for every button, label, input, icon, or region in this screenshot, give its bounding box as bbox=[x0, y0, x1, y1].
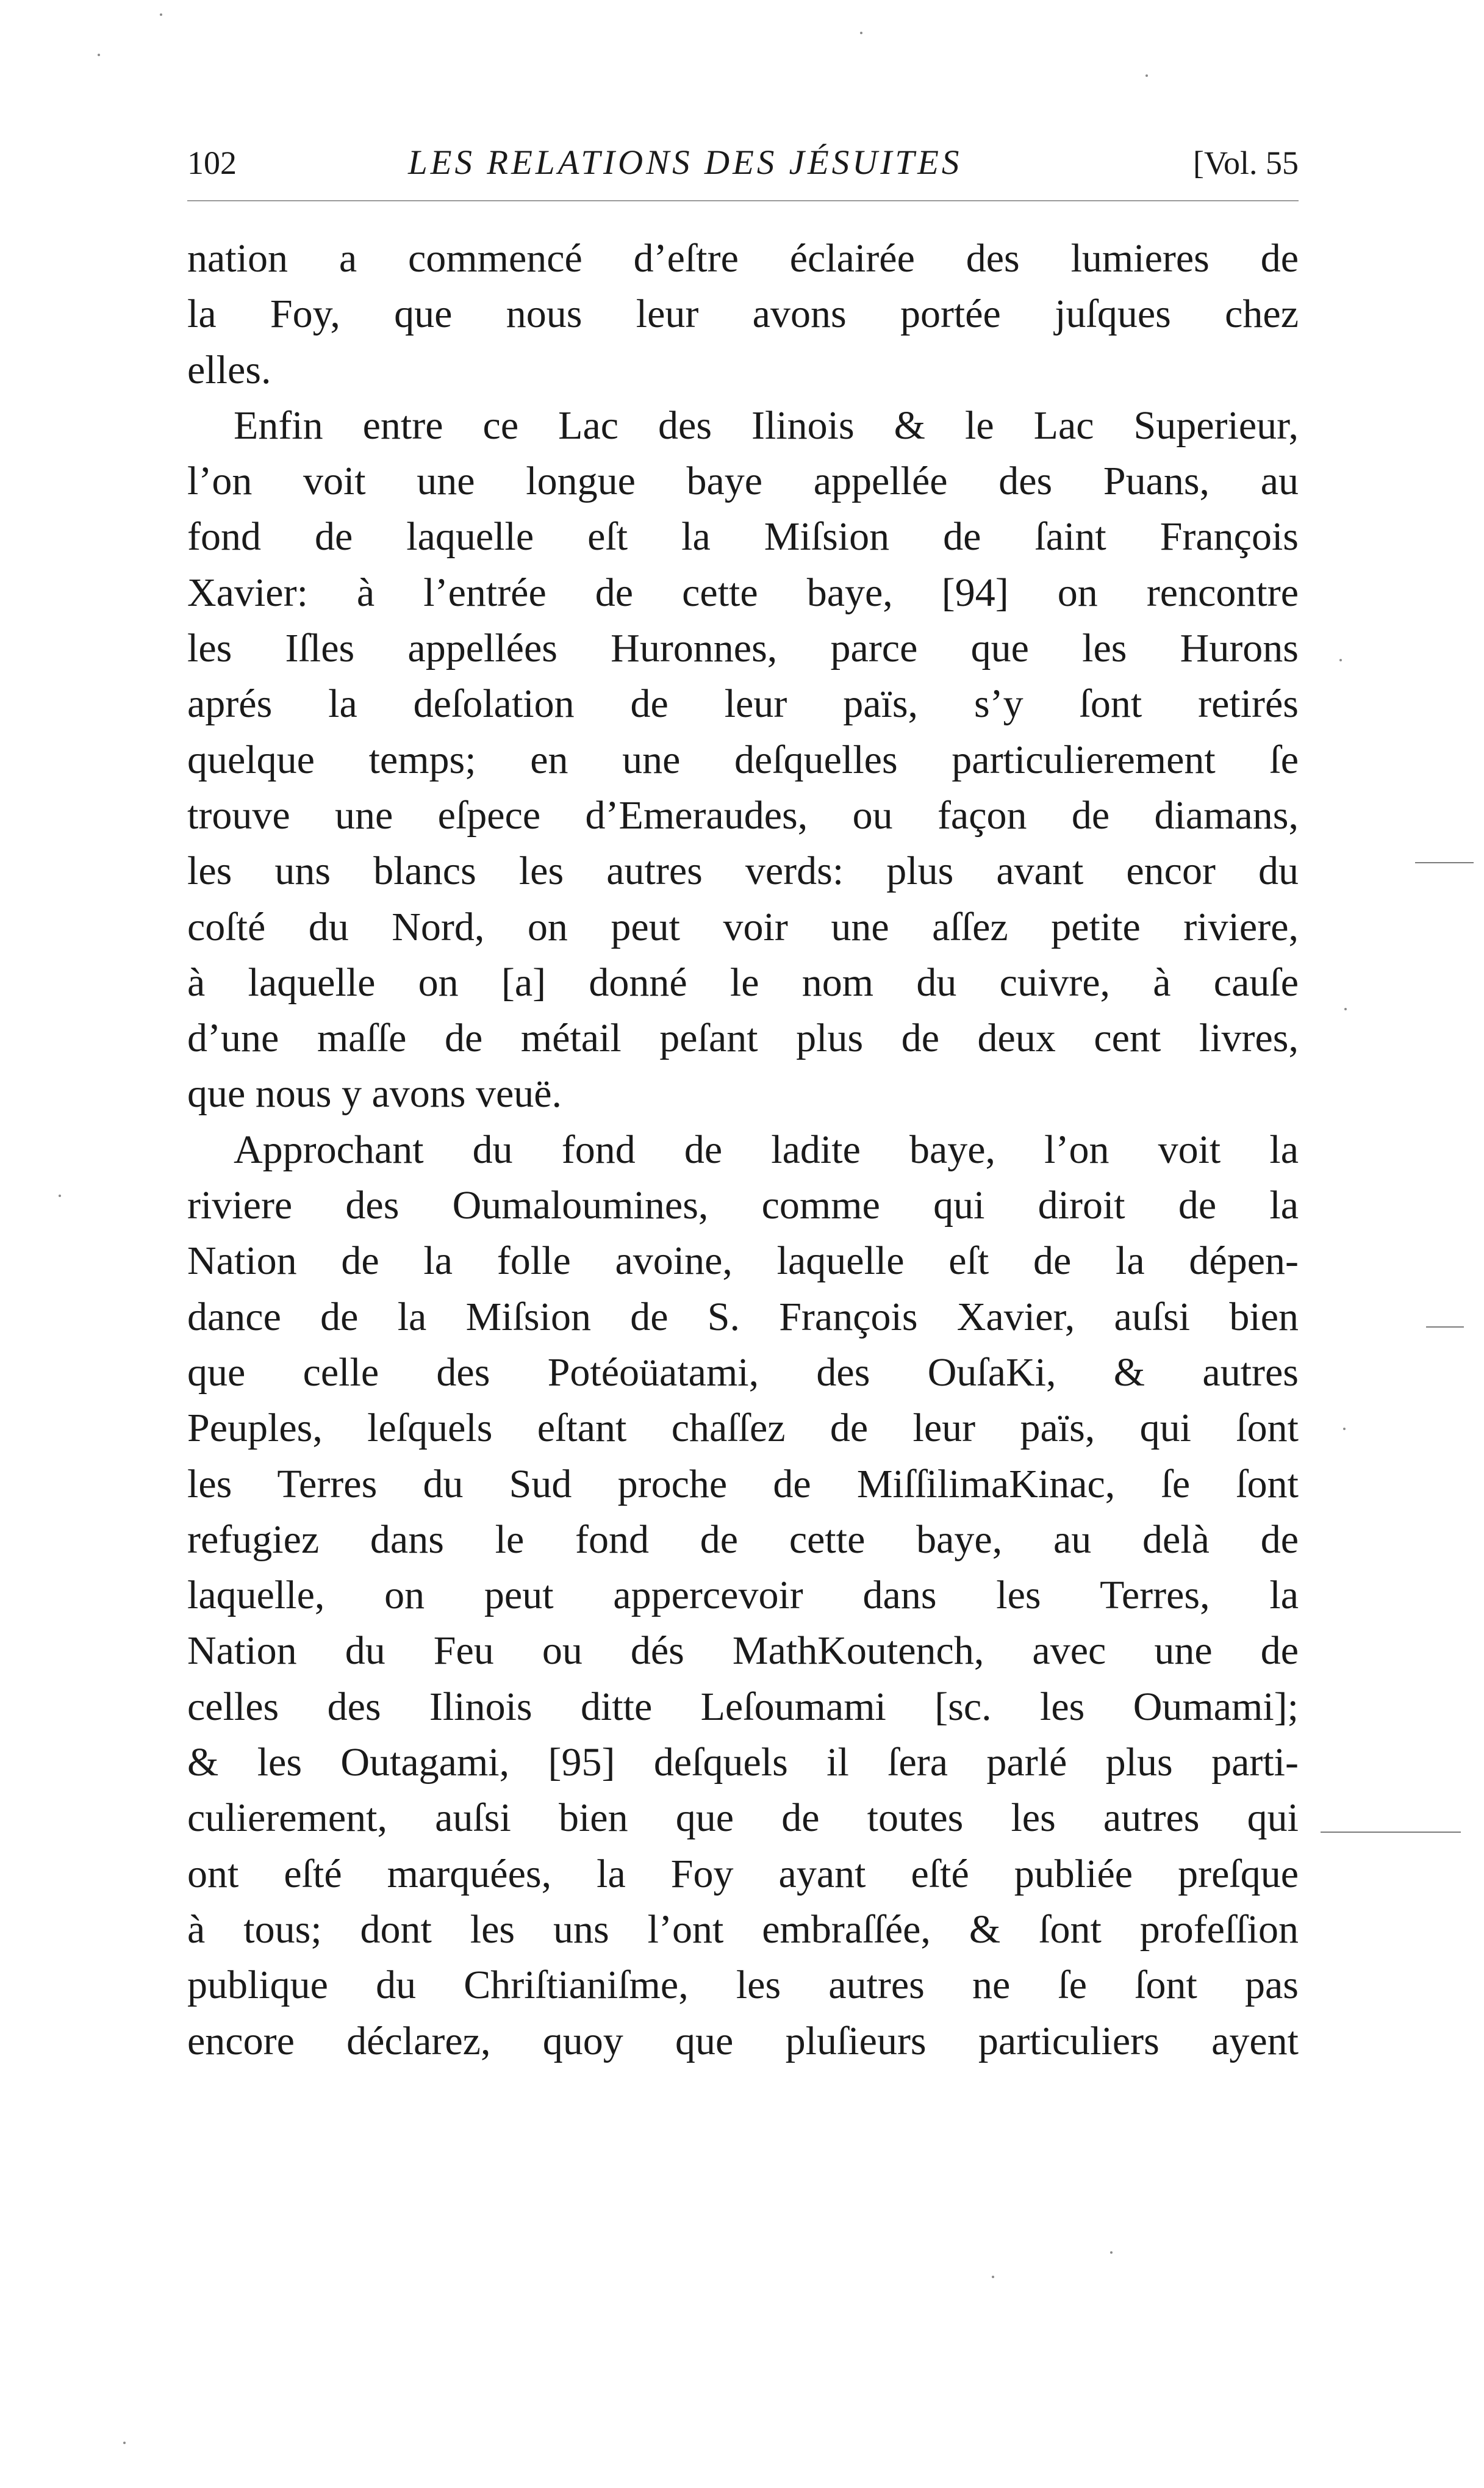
paper-speck bbox=[123, 2442, 126, 2444]
running-title: LES RELATIONS DES JÉSUITES bbox=[408, 143, 962, 182]
text-line: riviere des Oumaloumines, comme qui diroit de la bbox=[187, 1183, 1299, 1228]
margin-pencil-mark bbox=[1426, 1326, 1464, 1328]
text-line: la Foy, que nous leur avons portée juſques chez bbox=[187, 292, 1299, 337]
text-line: aprés la deſolation de leur païs, s’y ſont retirés bbox=[187, 681, 1299, 727]
text-line: Peuples, leſquels eſtant chaſſez de leur païs, qui ſont bbox=[187, 1406, 1299, 1451]
text-line: Xavier: à l’entrée de cette baye, [94] on rencontre bbox=[187, 570, 1299, 615]
text-line: fond de laquelle eſt la Miſsion de ſaint François bbox=[187, 514, 1299, 559]
text-line: les Terres du Sud proche de MiſſilimaKinac, ſe ſont bbox=[187, 1461, 1299, 1506]
text-line: laquelle, on peut appercevoir dans les Terres, la bbox=[187, 1573, 1299, 1618]
text-line: nation a commencé d’eſtre éclairée des lumieres de bbox=[187, 236, 1299, 281]
text-line: à tous; dont les uns l’ont embraſſée, & ſont profeſſion bbox=[187, 1907, 1299, 1952]
text-line: dance de la Miſsion de S. François Xavier, auſsi bien bbox=[187, 1294, 1299, 1339]
page-number: 102 bbox=[187, 145, 237, 181]
text-line: l’on voit une longue baye appellée des Puans, au bbox=[187, 459, 1299, 504]
text-line: Approchant du fond de ladite baye, l’on voit la bbox=[234, 1127, 1299, 1172]
text-line: & les Outagami, [95] deſquels il ſera parlé plus parti- bbox=[187, 1740, 1299, 1785]
paper-speck bbox=[1110, 2251, 1113, 2254]
paper-speck bbox=[1344, 1008, 1347, 1010]
text-line: coſté du Nord, on peut voir une aſſez petite riviere, bbox=[187, 904, 1299, 949]
text-line: Enfin entre ce Lac des Ilinois & le Lac Superieur, bbox=[234, 403, 1299, 448]
paper-speck bbox=[160, 13, 162, 16]
text-line: que celle des Potéoüatami, des OuſaKi, & autres bbox=[187, 1350, 1299, 1395]
text-line: culierement, auſsi bien que de toutes les autres qui bbox=[187, 1796, 1299, 1841]
text-line: ont eſté marquées, la Foy ayant eſté publiée preſque bbox=[187, 1851, 1299, 1896]
paper-speck bbox=[992, 2276, 994, 2278]
text-line: elles. bbox=[187, 347, 271, 392]
margin-pencil-mark bbox=[1321, 1832, 1461, 1833]
page-header bbox=[187, 142, 1299, 184]
header-rule bbox=[187, 200, 1299, 201]
text-line: trouve une eſpece d’Emeraudes, ou façon de diamans, bbox=[187, 793, 1299, 838]
text-line: refugiez dans le fond de cette baye, au delà de bbox=[187, 1517, 1299, 1562]
text-line: que nous y avons veuë. bbox=[187, 1071, 562, 1116]
text-line: encore déclarez, quoy que pluſieurs particuliers ayent bbox=[187, 2018, 1299, 2063]
text-line: les uns blancs les autres verds: plus avant encor du bbox=[187, 849, 1299, 894]
paper-speck bbox=[1339, 659, 1342, 661]
paper-speck bbox=[98, 54, 100, 56]
paper-speck bbox=[860, 32, 862, 34]
text-line: les Iſles appellées Huronnes, parce que les Hurons bbox=[187, 626, 1299, 671]
paper-speck bbox=[1343, 1428, 1346, 1430]
margin-pencil-mark bbox=[1415, 862, 1474, 863]
text-line: quelque temps; en une deſquelles particulierement ſe bbox=[187, 737, 1299, 782]
volume-label: [Vol. 55 bbox=[1192, 145, 1299, 181]
paper-speck bbox=[59, 1195, 61, 1197]
text-line: publique du Chriſtianiſme, les autres ne ſe ſont pas bbox=[187, 1963, 1299, 2008]
text-line: celles des Ilinois ditte Leſoumami [sc. les Oumami]; bbox=[187, 1684, 1299, 1729]
text-line: Nation de la folle avoine, laquelle eſt de la dépen- bbox=[187, 1239, 1299, 1284]
text-line: Nation du Feu ou dés MathKoutench, avec une de bbox=[187, 1628, 1299, 1674]
text-line: d’une maſſe de métail peſant plus de deux cent livres, bbox=[187, 1016, 1299, 1061]
body-text bbox=[187, 231, 1299, 2069]
paper-speck bbox=[1145, 74, 1148, 77]
text-line: à laquelle on [a] donné le nom du cuivre, à cauſe bbox=[187, 960, 1299, 1005]
